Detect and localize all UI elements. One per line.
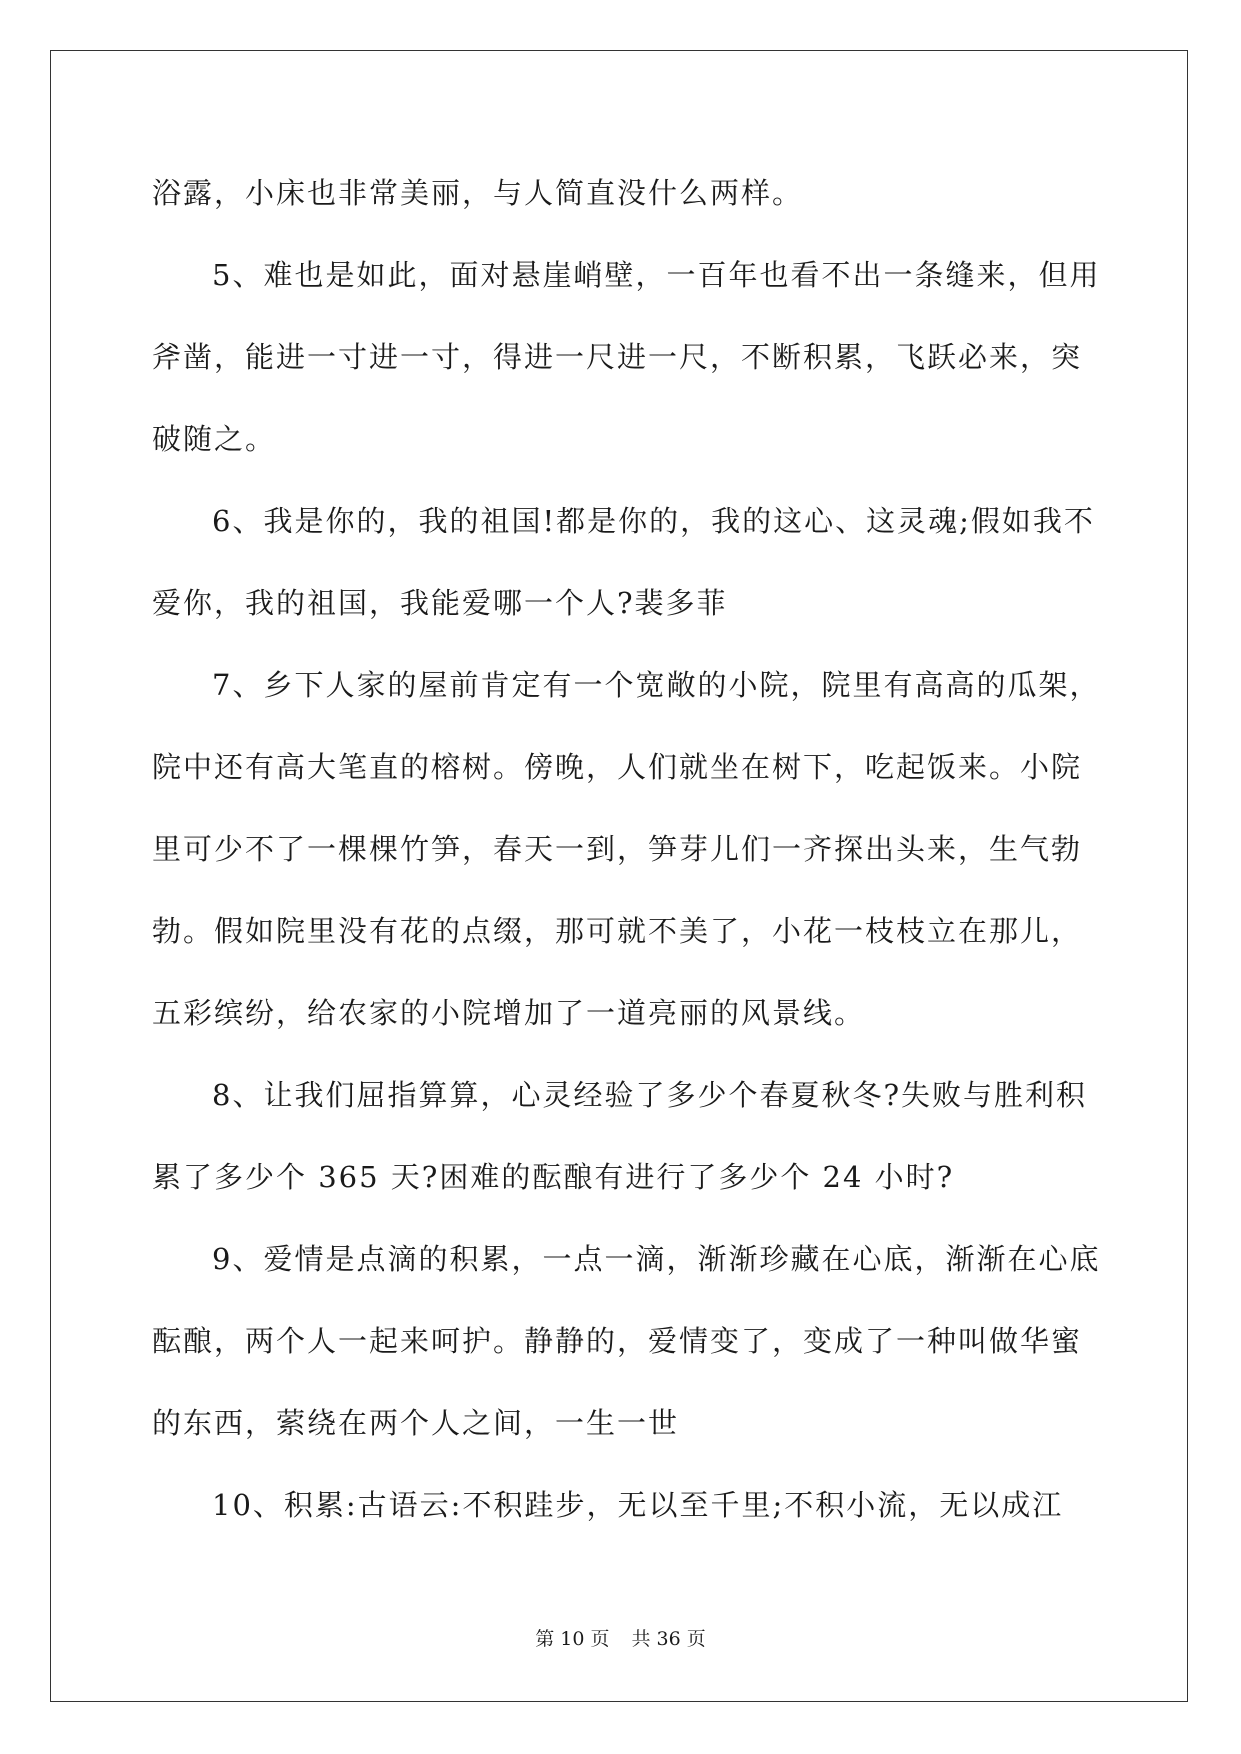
text-line: 浴露，小床也非常美丽，与人简直没什么两样。: [152, 176, 804, 210]
document-body: [152, 152, 1101, 1546]
text-line: 7、乡下人家的屋前肯定有一个宽敞的小院，院里有高高的瓜架，: [212, 668, 1101, 702]
text-line: 院中还有高大笔直的榕树。傍晚，人们就坐在树下，吃起饭来。小院: [152, 750, 1083, 784]
text-line: 斧凿，能进一寸进一寸，得进一尺进一尺，不断积累，飞跃必来，突: [152, 340, 1083, 374]
page-number: 第 10 页: [535, 1628, 610, 1650]
text-line: 6、我是你的，我的祖国!都是你的，我的这心、这灵魂;假如我不: [212, 504, 1095, 538]
text-line: 5、难也是如此，面对悬崖峭壁，一百年也看不出一条缝来，但用: [212, 258, 1101, 292]
text-line: 勃。假如院里没有花的点缀，那可就不美了，小花一枝枝立在那儿，: [152, 914, 1083, 948]
page-footer: [0, 1624, 1241, 1651]
text-line: 爱你，我的祖国，我能爱哪一个人?裴多菲: [152, 586, 728, 620]
text-line: 五彩缤纷，给农家的小院增加了一道亮丽的风景线。: [152, 996, 866, 1030]
text-line: 累了多少个 365 天?困难的酝酿有进行了多少个 24 小时?: [152, 1160, 955, 1194]
text-line: 里可少不了一棵棵竹笋，春天一到，笋芽儿们一齐探出头来，生气勃: [152, 832, 1083, 866]
text-line: 10、积累:古语云:不积跬步，无以至千里;不积小流，无以成江: [212, 1488, 1064, 1522]
text-line: 破随之。: [152, 422, 277, 456]
page-total: 共 36 页: [631, 1628, 706, 1650]
text-line: 的东西，萦绕在两个人之间，一生一世: [152, 1406, 680, 1440]
text-line: 8、让我们屈指算算，心灵经验了多少个春夏秋冬?失败与胜利积: [212, 1078, 1087, 1112]
text-line: 酝酿，两个人一起来呵护。静静的，爱情变了，变成了一种叫做华蜜: [152, 1324, 1083, 1358]
text-line: 9、爱情是点滴的积累，一点一滴，渐渐珍藏在心底，渐渐在心底: [212, 1242, 1101, 1276]
